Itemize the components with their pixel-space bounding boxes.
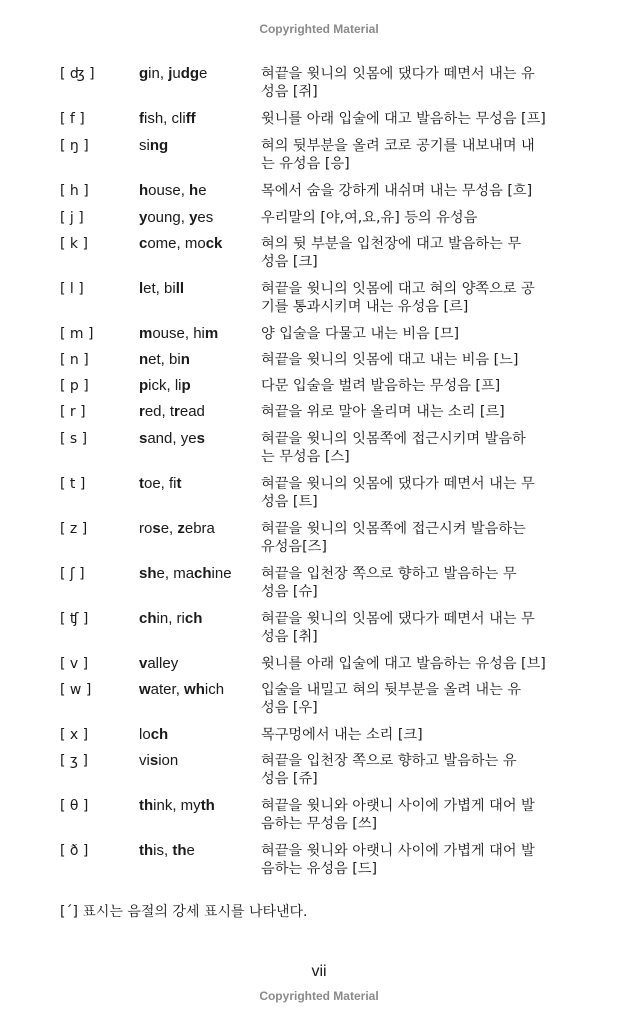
example-highlight: v <box>139 655 148 672</box>
example-highlight: th <box>139 797 154 814</box>
description-line: 성음 [크] <box>261 254 318 270</box>
example-words <box>139 681 224 699</box>
phonetic-symbol: [ p ] <box>60 378 89 394</box>
example-words <box>139 325 218 343</box>
example-text: alley <box>147 655 179 672</box>
pronunciation-description <box>261 65 571 101</box>
description-line: 유성음[즈] <box>261 539 327 555</box>
pronunciation-description <box>261 520 571 556</box>
example-text: is, <box>153 842 173 859</box>
example-text: e <box>186 842 195 859</box>
description-line: 혀끝을 윗니의 잇몸에 댔다가 떼면서 내는 유 <box>261 66 535 82</box>
pronunciation-description <box>261 209 571 227</box>
example-words <box>139 520 215 538</box>
description-line: 혀끝을 윗니의 잇몸쪽에 접근시켜 발음하는 <box>261 521 526 537</box>
pronunciation-description <box>261 681 571 717</box>
description-line: 음하는 유성음 [드] <box>261 861 378 877</box>
example-highlight: ch <box>194 565 212 582</box>
pronunciation-description <box>261 403 571 421</box>
example-highlight: th <box>200 797 215 814</box>
page-number: vii <box>311 963 327 980</box>
example-text: ich <box>204 681 225 698</box>
example-highlight: th <box>172 842 187 859</box>
pronunciation-description <box>261 235 571 271</box>
example-words <box>139 65 207 83</box>
example-highlight: j <box>168 65 173 82</box>
example-text: ouse, hi <box>152 325 205 342</box>
example-words <box>139 655 178 673</box>
example-highlight: t <box>139 475 144 492</box>
description-line: 혀끝을 윗니와 아랫니 사이에 가볍게 대어 발 <box>261 798 535 814</box>
description-line: 우리말의 [야,여,요,유] 등의 유성음 <box>261 210 478 226</box>
example-highlight: f <box>139 110 144 127</box>
example-words <box>139 209 213 227</box>
example-highlight: s <box>196 430 205 447</box>
pronunciation-description <box>261 842 571 878</box>
description-line: 는 유성음 [응] <box>261 156 350 172</box>
phonetic-symbol: [ ʃ ] <box>60 566 85 582</box>
phonetic-symbol: [ s ] <box>60 431 88 447</box>
example-text: ick, li <box>148 377 182 394</box>
description-line: 혀끝을 입천장 쪽으로 향하고 발음하는 유 <box>261 753 517 769</box>
example-highlight: z <box>177 520 185 537</box>
example-words <box>139 797 215 815</box>
example-highlight: r <box>139 403 145 420</box>
example-highlight: c <box>139 235 148 252</box>
example-text: u <box>172 65 181 82</box>
phonetic-symbol: [ ʧ ] <box>60 611 89 627</box>
phonetic-symbol: [ r ] <box>60 404 86 420</box>
example-words <box>139 235 222 253</box>
phonetic-symbol: [ l ] <box>60 281 84 297</box>
pronunciation-description <box>261 110 571 128</box>
example-text: and, ye <box>147 430 197 447</box>
example-text: et, bi <box>148 351 181 368</box>
example-text: ead <box>179 403 205 420</box>
example-words <box>139 842 195 860</box>
example-text: ine <box>211 565 232 582</box>
example-words <box>139 137 168 155</box>
example-highlight: m <box>139 325 153 342</box>
description-line: 윗니를 아래 입술에 대고 발음하는 유성음 [브] <box>261 656 546 672</box>
example-highlight: m <box>204 325 219 342</box>
example-highlight: w <box>139 681 151 698</box>
stress-mark-footnote: [ˊ] 표시는 음절의 강세 표시를 나타낸다. <box>60 904 308 920</box>
example-highlight: y <box>189 209 198 226</box>
phonetic-symbol: [ k ] <box>60 236 88 252</box>
phonetic-symbol: [ v ] <box>60 656 89 672</box>
example-highlight: h <box>189 182 199 199</box>
example-highlight: ch <box>184 610 203 627</box>
example-text: ink, my <box>153 797 201 814</box>
example-text: e <box>199 65 208 82</box>
example-highlight: r <box>174 403 180 420</box>
phonetic-symbol: [ x ] <box>60 727 89 743</box>
example-highlight: sh <box>139 565 157 582</box>
example-highlight: ng <box>149 137 169 154</box>
example-text: ome, mo <box>147 235 206 252</box>
phonetic-symbol: [ θ ] <box>60 798 89 814</box>
pronunciation-description <box>261 655 571 673</box>
description-line: 목구멍에서 내는 소리 [크] <box>261 727 423 743</box>
description-line: 성음 [쥬] <box>261 771 318 787</box>
description-line: 혀의 뒷 부분을 입천장에 대고 발음하는 무 <box>261 236 522 252</box>
example-highlight: h <box>139 182 149 199</box>
example-highlight: wh <box>184 681 205 698</box>
example-text: lo <box>139 726 151 743</box>
example-highlight: s <box>149 752 159 769</box>
description-line: 혀끝을 입천장 쪽으로 향하고 발음하는 무 <box>261 566 517 582</box>
example-highlight: n <box>180 351 190 368</box>
description-line: 입술을 내밀고 혀의 뒷부분을 올려 내는 유 <box>261 682 522 698</box>
example-text: e, ma <box>156 565 195 582</box>
description-line: 혀끝을 윗니의 잇몸에 댔다가 떼면서 내는 무 <box>261 611 535 627</box>
example-highlight: ck <box>205 235 223 252</box>
pronunciation-description <box>261 430 571 466</box>
example-text: ater, <box>150 681 185 698</box>
example-text: ion <box>158 752 179 769</box>
example-text: oung, <box>147 209 190 226</box>
phonetic-symbol: [ n ] <box>60 352 89 368</box>
pronunciation-description <box>261 351 571 369</box>
example-words <box>139 430 205 448</box>
pronunciation-description <box>261 280 571 316</box>
example-text: ish, cli <box>144 110 186 127</box>
example-words <box>139 610 202 628</box>
pronunciation-description <box>261 377 571 395</box>
example-highlight: p <box>139 377 149 394</box>
description-line: 혀끝을 윗니의 잇몸쪽에 접근시키며 발음하 <box>261 431 526 447</box>
pronunciation-description <box>261 752 571 788</box>
example-highlight: s <box>152 520 161 537</box>
example-text: ed, t <box>144 403 175 420</box>
pronunciation-description <box>261 726 571 744</box>
description-line: 성음 [취] <box>261 629 318 645</box>
phonetic-symbol: [ ŋ ] <box>60 138 89 154</box>
description-line: 혀끝을 윗니와 아랫니 사이에 가볍게 대어 발 <box>261 843 535 859</box>
example-text: in, ri <box>156 610 185 627</box>
phonetic-symbol: [ ʒ ] <box>60 753 88 769</box>
example-highlight: th <box>139 842 154 859</box>
description-line: 혀끝을 윗니의 잇몸에 대고 내는 비음 [느] <box>261 352 519 368</box>
description-line: 혀끝을 윗니의 잇몸에 대고 혀의 양쪽으로 공 <box>261 281 535 297</box>
example-words <box>139 475 182 493</box>
description-line: 양 입술을 다물고 내는 비음 [므] <box>261 326 460 342</box>
example-highlight: dg <box>180 65 200 82</box>
phonetic-symbol: [ w ] <box>60 682 92 698</box>
example-text: e, <box>160 520 178 537</box>
pronunciation-description <box>261 182 571 200</box>
example-text: es <box>197 209 214 226</box>
example-words <box>139 726 168 744</box>
description-line: 목에서 숨을 강하게 내쉬며 내는 무성음 [흐] <box>261 183 533 199</box>
example-words <box>139 110 196 128</box>
example-highlight: g <box>139 65 149 82</box>
pronunciation-description <box>261 137 571 173</box>
example-words <box>139 752 178 770</box>
phonetic-symbol: [ z ] <box>60 521 88 537</box>
description-line: 윗니를 아래 입술에 대고 발음하는 무성음 [프] <box>261 111 546 127</box>
example-text: e <box>198 182 207 199</box>
description-line: 성음 [우] <box>261 700 318 716</box>
description-line: 기를 통과시키며 내는 유성음 [르] <box>261 299 469 315</box>
example-words <box>139 280 184 298</box>
example-text: in, <box>148 65 169 82</box>
example-highlight: l <box>139 280 144 297</box>
description-line: 성음 [트] <box>261 494 318 510</box>
copyright-footer: Copyrighted Material <box>259 989 379 1003</box>
example-highlight: p <box>181 377 191 394</box>
example-highlight: ff <box>185 110 196 127</box>
example-highlight: ch <box>150 726 169 743</box>
example-text: vi <box>139 752 150 769</box>
phonetic-symbol: [ ʤ ] <box>60 66 95 82</box>
example-highlight: n <box>139 351 149 368</box>
description-line: 혀의 뒷부분을 올려 코로 공기를 내보내며 내 <box>261 138 535 154</box>
example-highlight: s <box>139 430 148 447</box>
pronunciation-description <box>261 475 571 511</box>
phonetic-symbol: [ h ] <box>60 183 89 199</box>
example-highlight: ch <box>139 610 157 627</box>
phonetic-symbol: [ t ] <box>60 476 86 492</box>
example-words <box>139 403 205 421</box>
example-highlight: ll <box>175 280 185 297</box>
example-words <box>139 377 191 395</box>
example-text: et, bi <box>143 280 176 297</box>
example-highlight: t <box>176 475 182 492</box>
example-words <box>139 565 232 583</box>
phonetic-symbol: [ ð ] <box>60 843 89 859</box>
phonetic-symbol: [ m ] <box>60 326 94 342</box>
description-line: 다문 입술을 벌려 발음하는 무성음 [프] <box>261 378 501 394</box>
example-highlight: y <box>139 209 148 226</box>
description-line: 성음 [쥐] <box>261 84 318 100</box>
example-words <box>139 182 207 200</box>
pronunciation-description <box>261 325 571 343</box>
pronunciation-description <box>261 610 571 646</box>
example-text: ro <box>139 520 153 537</box>
description-line: 성음 [슈] <box>261 584 318 600</box>
description-line: 혀끝을 윗니의 잇몸에 댔다가 떼면서 내는 무 <box>261 476 535 492</box>
description-line: 혀끝을 위로 말아 올리며 내는 소리 [르] <box>261 404 505 420</box>
phonetic-symbol: [ f ] <box>60 111 85 127</box>
example-text: ouse, <box>148 182 190 199</box>
pronunciation-description <box>261 797 571 833</box>
example-text: oe, fi <box>144 475 177 492</box>
description-line: 음하는 무성음 [쓰] <box>261 816 378 832</box>
example-text: ebra <box>184 520 215 537</box>
description-line: 는 무성음 [스] <box>261 449 350 465</box>
copyright-header: Copyrighted Material <box>259 22 379 36</box>
pronunciation-description <box>261 565 571 601</box>
example-text: si <box>139 137 150 154</box>
phonetic-symbol: [ j ] <box>60 210 84 226</box>
example-words <box>139 351 190 369</box>
